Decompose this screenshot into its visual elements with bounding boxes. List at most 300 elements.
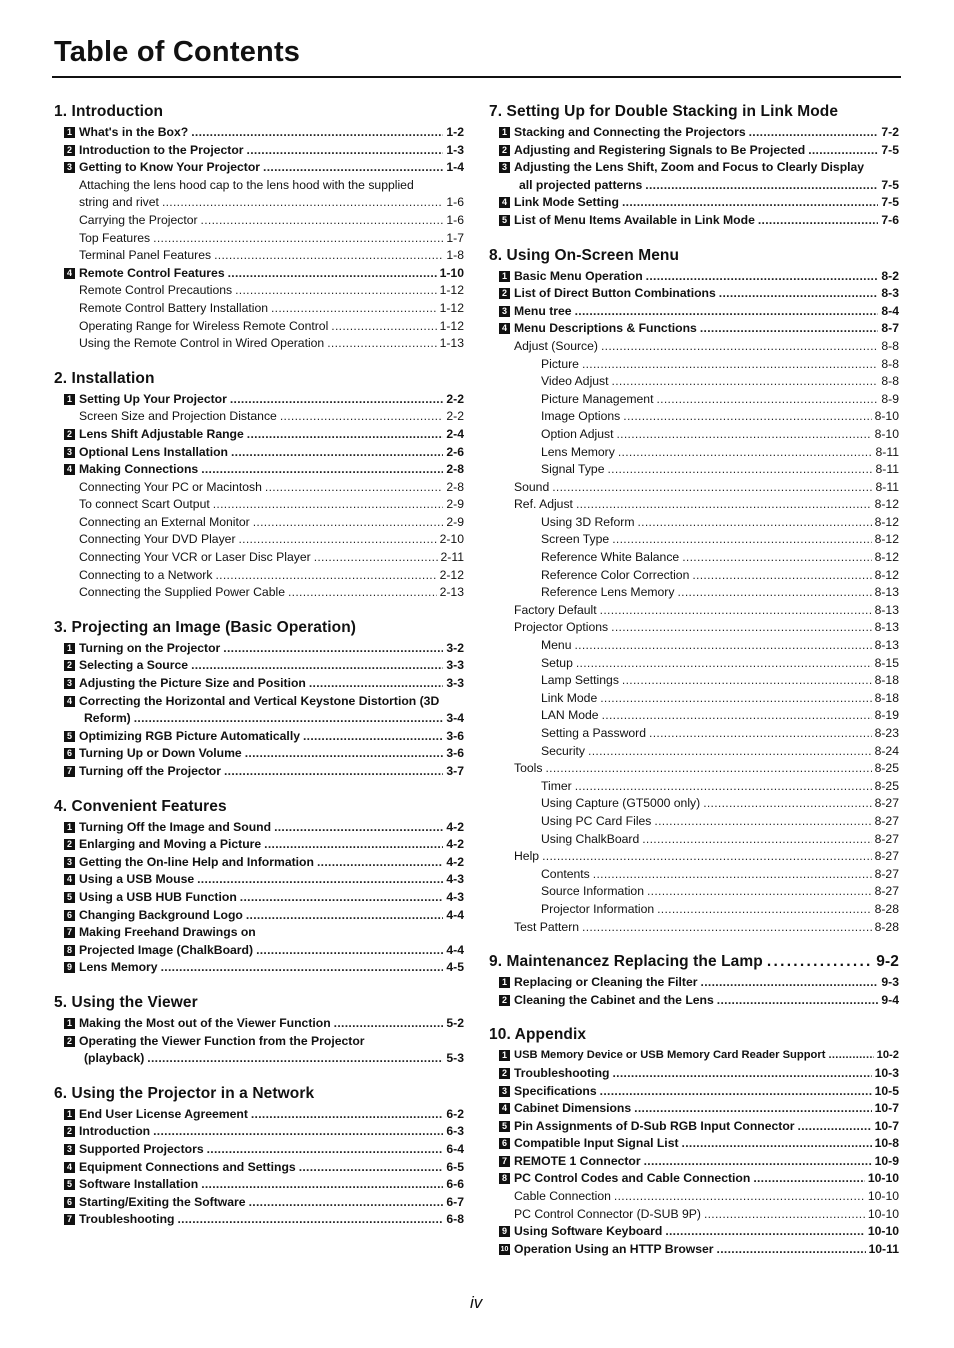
entry-label: Adjusting and Registering Signals to Be Projected xyxy=(514,142,806,157)
toc-entry-link-mode[interactable] xyxy=(489,690,899,708)
entry-label: Menu xyxy=(541,638,572,653)
entry-label: Tools xyxy=(514,761,543,776)
entry-number-badge: 4 xyxy=(499,1103,510,1114)
toc-entry-end-user-license-agreement[interactable] xyxy=(54,1106,464,1124)
dot-leader xyxy=(147,1050,443,1068)
dot-leader xyxy=(644,1153,872,1171)
toc-entry-equipment-connections-and-settings[interactable] xyxy=(54,1159,464,1177)
entry-page: 4-2 xyxy=(446,854,464,869)
toc-entry-using-chalkboard[interactable] xyxy=(489,831,899,849)
toc-entry-pc-control-connector-d-sub-9p[interactable] xyxy=(489,1206,899,1224)
toc-entry-video-adjust[interactable] xyxy=(489,373,899,391)
entry-label: Changing Background Logo xyxy=(79,907,243,922)
dot-leader xyxy=(231,444,443,462)
toc-section xyxy=(489,100,899,230)
entry-page: 2-8 xyxy=(446,479,464,494)
toc-entry-image-options[interactable] xyxy=(489,408,899,426)
toc-entry-using-a-usb-hub-function[interactable] xyxy=(54,889,464,907)
toc-entry-reference-color-correction[interactable] xyxy=(489,567,899,585)
entry-page: 4-3 xyxy=(446,872,464,887)
entry-label: Specifications xyxy=(514,1083,597,1098)
toc-entry-ref-adjust[interactable] xyxy=(489,496,899,514)
dot-leader xyxy=(575,303,879,321)
dot-leader xyxy=(201,1176,443,1194)
entry-number-badge: 3 xyxy=(499,162,510,173)
toc-entry-stacking-and-connecting-the-projectors[interactable] xyxy=(489,124,899,142)
entry-page: 10-10 xyxy=(867,1171,899,1186)
entry-page: 8-10 xyxy=(874,409,899,424)
entry-label: Reference Lens Memory xyxy=(541,585,675,600)
entry-label: List of Menu Items Available in Link Mode xyxy=(514,212,755,227)
dot-leader xyxy=(758,212,879,230)
dot-leader xyxy=(717,1241,866,1259)
toc-entry-compatible-input-signal-list[interactable] xyxy=(489,1135,899,1153)
dot-leader xyxy=(251,1106,444,1124)
dot-leader xyxy=(263,159,443,177)
toc-entry-all-projected-patterns[interactable] xyxy=(489,177,899,195)
dot-leader xyxy=(201,461,443,479)
toc-entry-using-software-keyboard[interactable] xyxy=(489,1223,899,1241)
dot-leader xyxy=(271,300,437,318)
entry-label: (playback) xyxy=(84,1051,145,1066)
section-heading[interactable] xyxy=(489,950,899,974)
toc-entry-tools[interactable] xyxy=(489,760,899,778)
toc-entry-to-connect-scart-output[interactable] xyxy=(54,496,464,514)
toc-entry-sound[interactable] xyxy=(489,479,899,497)
toc-entry-introduction-to-the-projector[interactable] xyxy=(54,142,464,160)
entry-label: Pin Assignments of D-Sub RGB Input Connector xyxy=(514,1118,795,1133)
entry-label: Picture xyxy=(541,356,579,371)
toc-entry-cleaning-the-cabinet-and-the-lens[interactable] xyxy=(489,992,899,1010)
entry-number-badge: 1 xyxy=(64,822,75,833)
toc-entry-using-capture-gt5000-only[interactable] xyxy=(489,795,899,813)
entry-page: 9-3 xyxy=(881,975,899,990)
entry-number-badge: 8 xyxy=(64,945,75,956)
dot-leader xyxy=(246,907,444,925)
toc-entry-test-pattern[interactable] xyxy=(489,919,899,937)
entry-page: 1-13 xyxy=(439,336,464,351)
dot-leader xyxy=(552,479,872,497)
section-heading[interactable]: 5. Using the Viewer xyxy=(54,993,198,1011)
entry-number-badge: 2 xyxy=(64,145,75,156)
entry-number-badge: 2 xyxy=(64,429,75,440)
entry-page: 8-18 xyxy=(874,673,899,688)
entry-page: 2-6 xyxy=(446,444,464,459)
entry-page: 8-9 xyxy=(881,391,899,406)
toc-entry-string-and-rivet[interactable] xyxy=(54,194,464,212)
dot-leader xyxy=(575,778,872,796)
entry-label: Top Features xyxy=(79,230,151,245)
entry-label: Optimizing RGB Picture Automatically xyxy=(79,728,300,743)
toc-entry-picture-management[interactable] xyxy=(489,391,899,409)
toc-entry-lamp-settings[interactable] xyxy=(489,672,899,690)
dot-leader xyxy=(331,318,436,336)
entry-number-badge: 2 xyxy=(499,1068,510,1079)
entry-page: 3-6 xyxy=(446,746,464,761)
entry-label: Introduction xyxy=(79,1124,151,1139)
section-heading[interactable]: 8. Using On-Screen Menu xyxy=(489,246,680,264)
dot-leader xyxy=(656,391,878,409)
toc-entry-lens-shift-adjustable-range[interactable] xyxy=(54,426,464,444)
entry-label: Operation Using an HTTP Browser xyxy=(514,1241,714,1256)
toc-entry-operating-range-for-wireless-remote-cont[interactable] xyxy=(54,318,464,336)
dot-leader xyxy=(207,1141,444,1159)
entry-number-badge: 7 xyxy=(64,1214,75,1225)
entry-label: Factory Default xyxy=(514,602,597,617)
entry-label: USB Memory Device or USB Memory Card Reader Support xyxy=(514,1049,826,1062)
toc-left-column xyxy=(54,100,464,1229)
entry-page: 8-15 xyxy=(874,655,899,670)
section-heading[interactable]: 10. Appendix xyxy=(489,1026,587,1044)
dot-leader xyxy=(649,725,872,743)
entry-page: 1-2 xyxy=(446,125,464,139)
toc-section xyxy=(54,616,464,781)
toc-entry-connecting-an-external-monitor[interactable] xyxy=(54,514,464,532)
dot-leader xyxy=(717,992,879,1010)
entry-page: 8-27 xyxy=(874,831,899,846)
entry-label: PC Control Connector (D-SUB 9P) xyxy=(514,1206,701,1221)
dot-leader xyxy=(253,514,444,532)
toc-entry-help[interactable] xyxy=(489,848,899,866)
toc-entry-operating-the-viewer-function-from-the-p[interactable] xyxy=(54,1033,464,1051)
dot-leader xyxy=(240,889,444,907)
toc-entry-projector-options[interactable] xyxy=(489,619,899,637)
toc-entry-making-the-most-out-of-the-viewer-functi[interactable] xyxy=(54,1015,464,1033)
entry-label: Attaching the lens hood cap to the lens hood with the supplied xyxy=(79,177,414,192)
toc-entry-security[interactable] xyxy=(489,743,899,761)
toc-entry-what-s-in-the-box[interactable] xyxy=(54,124,464,142)
toc-entry-setting-a-password[interactable] xyxy=(489,725,899,743)
toc-entry-list-of-direct-button-combinations[interactable] xyxy=(489,285,899,303)
entry-page: 2-4 xyxy=(446,426,464,441)
toc-entry-adjusting-the-picture-size-and-position[interactable] xyxy=(54,675,464,693)
toc-entry-remote-control-features[interactable] xyxy=(54,265,464,283)
entry-page: 8-25 xyxy=(874,761,899,776)
toc-entry-turning-off-the-projector[interactable] xyxy=(54,763,464,781)
entry-page: 8-28 xyxy=(874,901,899,916)
entry-page: 1-3 xyxy=(446,142,464,157)
dot-leader xyxy=(245,745,444,763)
entry-page: 8-27 xyxy=(874,796,899,811)
entry-label: Turning off the Projector xyxy=(79,764,221,778)
toc-entry-setup[interactable] xyxy=(489,655,899,673)
toc-entry-connecting-your-vcr-or-laser-disc-player[interactable] xyxy=(54,549,464,567)
entry-page: 6-2 xyxy=(446,1106,464,1121)
entry-number-badge: 8 xyxy=(499,1173,510,1184)
toc-entry-remote-control-battery-installation[interactable] xyxy=(54,300,464,318)
entry-label: Replacing or Cleaning the Filter xyxy=(514,975,698,990)
entry-label: Basic Menu Operation xyxy=(514,268,643,283)
toc-entry-contents[interactable] xyxy=(489,866,899,884)
toc-entry-lens-memory[interactable] xyxy=(54,959,464,977)
entry-label: LAN Mode xyxy=(541,708,599,723)
toc-entry-supported-projectors[interactable] xyxy=(54,1141,464,1159)
toc-entry-selecting-a-source[interactable] xyxy=(54,657,464,675)
dot-leader xyxy=(607,461,872,479)
entry-label: Setting Up Your Projector xyxy=(79,391,227,406)
toc-entry-factory-default[interactable] xyxy=(489,602,899,620)
toc-entry-optimizing-rgb-picture-automatically[interactable] xyxy=(54,728,464,746)
entry-label: Using Capture (GT5000 only) xyxy=(541,796,701,811)
toc-entry-turning-on-the-projector[interactable] xyxy=(54,640,464,658)
toc-entry-enlarging-and-moving-a-picture[interactable] xyxy=(54,836,464,854)
entry-label: Lens Shift Adjustable Range xyxy=(79,426,244,441)
entry-label: REMOTE 1 Connector xyxy=(514,1153,641,1168)
toc-entry-projector-information[interactable] xyxy=(489,901,899,919)
toc-section xyxy=(54,795,464,977)
toc-entry-timer[interactable] xyxy=(489,778,899,796)
toc-entry-pin-assignments-of-d-sub-rgb-input-conne[interactable] xyxy=(489,1118,899,1136)
entry-label: Setup xyxy=(541,655,573,670)
entry-page: 3-3 xyxy=(446,658,464,673)
entry-number-badge: 5 xyxy=(499,215,510,226)
section-heading-page: 9-2 xyxy=(876,953,899,971)
dot-leader xyxy=(314,549,438,567)
entry-page: 8-19 xyxy=(874,708,899,723)
entry-page: 4-3 xyxy=(446,889,464,904)
entry-page: 8-13 xyxy=(874,602,899,617)
dot-leader xyxy=(700,320,879,338)
toc-entry-remote-control-precautions[interactable] xyxy=(54,282,464,300)
entry-page: 8-8 xyxy=(881,356,899,371)
toc-entry-using-a-usb-mouse[interactable] xyxy=(54,871,464,889)
toc-entry-reference-white-balance[interactable] xyxy=(489,549,899,567)
toc-entry-lan-mode[interactable] xyxy=(489,707,899,725)
entry-page: 1-8 xyxy=(446,248,464,263)
entry-number-badge: 4 xyxy=(64,268,75,279)
entry-page: 10-10 xyxy=(867,1189,899,1204)
entry-number-badge: 2 xyxy=(64,839,75,850)
entry-label: Supported Projectors xyxy=(79,1141,204,1156)
toc-entry-introduction[interactable] xyxy=(54,1123,464,1141)
toc-entry-connecting-your-pc-or-macintosh[interactable] xyxy=(54,479,464,497)
dot-leader xyxy=(808,142,878,160)
entry-number-badge: 7 xyxy=(64,927,75,938)
dot-leader xyxy=(582,356,878,374)
toc-entry-using-the-remote-control-in-wired-operat[interactable] xyxy=(54,335,464,353)
toc-entry-cabinet-dimensions[interactable] xyxy=(489,1100,899,1118)
entry-number-badge: 9 xyxy=(499,1226,510,1237)
section-heading[interactable]: 2. Installation xyxy=(54,369,155,387)
entry-page: 1-6 xyxy=(446,212,464,227)
dot-leader xyxy=(618,444,873,462)
toc-entry-specifications[interactable] xyxy=(489,1083,899,1101)
toc-entry-connecting-your-dvd-player[interactable] xyxy=(54,531,464,549)
entry-label: Reference White Balance xyxy=(541,550,680,565)
toc-entry-cable-connection[interactable] xyxy=(489,1188,899,1206)
toc-entry-usb-memory-device-or-usb-memory-card-rea[interactable] xyxy=(489,1047,899,1065)
entry-page: 8-27 xyxy=(874,884,899,899)
toc-entry-troubleshooting[interactable] xyxy=(54,1211,464,1229)
entry-page: 8-12 xyxy=(874,497,899,512)
entry-label: Optional Lens Installation xyxy=(79,444,228,459)
entry-number-badge: 3 xyxy=(64,447,75,458)
entry-number-badge: 2 xyxy=(64,660,75,671)
dot-leader xyxy=(798,1118,872,1136)
toc-entry-correcting-the-horizontal-and-vertical-k[interactable] xyxy=(54,693,464,711)
dot-leader xyxy=(576,655,872,673)
dot-leader xyxy=(299,1159,444,1177)
entry-label: Operating Range for Wireless Remote Control xyxy=(79,318,329,333)
toc-entry-playback[interactable] xyxy=(54,1050,464,1068)
entry-label: Remote Control Battery Installation xyxy=(79,300,268,315)
entry-page: 8-11 xyxy=(875,479,899,494)
entry-page: 3-7 xyxy=(446,764,464,778)
entry-page: 3-6 xyxy=(446,728,464,743)
toc-entry-pc-control-codes-and-cable-connection[interactable] xyxy=(489,1170,899,1188)
entry-number-badge: 6 xyxy=(64,910,75,921)
toc-entry-making-connections[interactable] xyxy=(54,461,464,479)
entry-page: 8-12 xyxy=(874,514,899,529)
dot-leader xyxy=(657,901,871,919)
entry-label: Reform) xyxy=(84,711,131,726)
toc-entry-reform[interactable] xyxy=(54,710,464,728)
toc-entry-connecting-to-a-network[interactable] xyxy=(54,567,464,585)
toc-entry-turning-up-or-down-volume[interactable] xyxy=(54,745,464,763)
toc-entry-lens-memory[interactable] xyxy=(489,444,899,462)
entry-label: Lamp Settings xyxy=(541,673,619,688)
toc-entry-screen-size-and-projection-distance[interactable] xyxy=(54,408,464,426)
entry-number-badge: 4 xyxy=(64,464,75,475)
toc-entry-troubleshooting[interactable] xyxy=(489,1065,899,1083)
dot-leader xyxy=(575,637,872,655)
entry-label: Getting the On-line Help and Information xyxy=(79,854,314,869)
dot-leader xyxy=(749,124,879,142)
toc-entry-option-adjust[interactable] xyxy=(489,426,899,444)
entry-label: Turning Off the Image and Sound xyxy=(79,819,272,834)
entry-label: Connecting to a Network xyxy=(79,567,213,582)
dot-leader xyxy=(213,496,444,514)
entry-page: 8-4 xyxy=(881,303,899,318)
entry-page: 8-10 xyxy=(874,426,899,441)
toc-entry-menu[interactable] xyxy=(489,637,899,655)
toc-entry-setting-up-your-projector[interactable] xyxy=(54,391,464,409)
entry-page: 8-12 xyxy=(874,550,899,565)
entry-page: 7-6 xyxy=(881,212,899,227)
toc-entry-software-installation[interactable] xyxy=(54,1176,464,1194)
entry-label: Test Pattern xyxy=(514,919,580,934)
toc-entry-optional-lens-installation[interactable] xyxy=(54,444,464,462)
dot-leader xyxy=(828,1047,873,1065)
section-heading[interactable]: 1. Introduction xyxy=(54,103,164,120)
toc-entry-carrying-the-projector[interactable] xyxy=(54,212,464,230)
toc-entry-basic-menu-operation[interactable] xyxy=(489,268,899,286)
entry-label: Help xyxy=(514,849,540,864)
toc-entry-connecting-the-supplied-power-cable[interactable] xyxy=(54,584,464,602)
toc-entry-signal-type[interactable] xyxy=(489,461,899,479)
toc-entry-using-pc-card-files[interactable] xyxy=(489,813,899,831)
dot-leader xyxy=(703,795,871,813)
entry-label: Turning Up or Down Volume xyxy=(79,746,242,761)
dot-leader xyxy=(588,743,872,761)
dot-leader xyxy=(634,1100,871,1118)
section-heading[interactable]: 3. Projecting an Image (Basic Operation) xyxy=(54,618,357,636)
entry-label: Selecting a Source xyxy=(79,658,189,673)
toc-entry-getting-the-on-line-help-and-information[interactable] xyxy=(54,854,464,872)
entry-page: 1-7 xyxy=(446,230,464,245)
toc-entry-link-mode-setting[interactable] xyxy=(489,194,899,212)
toc-entry-picture[interactable] xyxy=(489,356,899,374)
section-heading[interactable]: 6. Using the Projector in a Network xyxy=(54,1084,315,1102)
dot-leader xyxy=(682,1135,872,1153)
toc-entry-screen-type[interactable] xyxy=(489,531,899,549)
toc-entry-making-freehand-drawings-on[interactable] xyxy=(54,924,464,942)
entry-page: 10-8 xyxy=(874,1136,899,1151)
entry-label: Connecting Your DVD Player xyxy=(79,532,236,547)
toc-entry-menu-descriptions-functions[interactable] xyxy=(489,320,899,338)
toc-entry-attaching-the-lens-hood-cap-to-the-lens-[interactable] xyxy=(54,177,464,195)
dot-leader xyxy=(223,640,443,658)
toc-entry-changing-background-logo[interactable] xyxy=(54,907,464,925)
toc-entry-replacing-or-cleaning-the-filter[interactable] xyxy=(489,974,899,992)
toc-entry-reference-lens-memory[interactable] xyxy=(489,584,899,602)
toc-entry-adjusting-and-registering-signals-to-be-[interactable] xyxy=(489,142,899,160)
dot-leader xyxy=(601,338,878,356)
dot-leader xyxy=(593,866,872,884)
entry-label: Connecting an External Monitor xyxy=(79,514,250,529)
dot-leader xyxy=(249,1194,444,1212)
dot-leader xyxy=(214,247,443,265)
entry-label: Using a USB Mouse xyxy=(79,872,195,887)
entry-page: 6-7 xyxy=(446,1194,464,1209)
entry-page: 1-12 xyxy=(439,300,464,315)
entry-label: Option Adjust xyxy=(541,426,614,441)
toc-entry-remote-1-connector[interactable] xyxy=(489,1153,899,1171)
dot-leader xyxy=(239,531,437,549)
entry-label: Enlarging and Moving a Picture xyxy=(79,837,262,852)
toc-entry-getting-to-know-your-projector[interactable] xyxy=(54,159,464,177)
toc-entry-menu-tree[interactable] xyxy=(489,303,899,321)
entry-label: Adjusting the Lens Shift, Zoom and Focus to Clearly Display xyxy=(514,160,865,175)
entry-page: 3-3 xyxy=(446,676,464,691)
entry-label: Sound xyxy=(514,479,550,494)
entry-label: Connecting the Supplied Power Cable xyxy=(79,585,285,600)
toc-entry-adjusting-the-lens-shift-zoom-and-focus-[interactable] xyxy=(489,159,899,177)
entry-page: 2-9 xyxy=(446,514,464,529)
entry-number-badge: 5 xyxy=(64,1179,75,1190)
toc-entry-projected-image-chalkboard[interactable] xyxy=(54,942,464,960)
entry-number-badge: 9 xyxy=(64,962,75,973)
toc-section xyxy=(54,1082,464,1229)
toc-entry-operation-using-an-http-browser[interactable] xyxy=(489,1241,899,1259)
entry-label: Carrying the Projector xyxy=(79,212,198,227)
toc-entry-terminal-panel-features[interactable] xyxy=(54,247,464,265)
toc-entry-source-information[interactable] xyxy=(489,883,899,901)
toc-entry-starting-exiting-the-software[interactable] xyxy=(54,1194,464,1212)
section-heading[interactable]: 4. Convenient Features xyxy=(54,797,227,815)
dot-leader xyxy=(177,1211,443,1229)
dot-leader xyxy=(288,584,437,602)
toc-entry-adjust-source[interactable] xyxy=(489,338,899,356)
entry-label: Connecting Your PC or Macintosh xyxy=(79,479,262,494)
toc-entry-list-of-menu-items-available-in-link-mod[interactable] xyxy=(489,212,899,230)
entry-page: 8-27 xyxy=(874,849,899,864)
toc-entry-using-3d-reform[interactable] xyxy=(489,514,899,532)
toc-entry-top-features[interactable] xyxy=(54,230,464,248)
entry-page: 2-12 xyxy=(439,567,464,582)
entry-page: 4-2 xyxy=(446,837,464,852)
entry-number-badge: 5 xyxy=(64,892,75,903)
dot-leader xyxy=(162,194,443,212)
dot-leader xyxy=(617,426,872,444)
toc-section xyxy=(489,1023,899,1258)
entry-number-badge: 7 xyxy=(64,766,75,777)
entry-label: Menu tree xyxy=(514,303,572,318)
entry-number-badge: 10 xyxy=(500,1245,509,1253)
entry-label: Image Options xyxy=(541,409,621,424)
toc-entry-turning-off-the-image-and-sound[interactable] xyxy=(54,819,464,837)
section-heading[interactable]: 7. Setting Up for Double Stacking in Link Mode xyxy=(489,103,839,120)
